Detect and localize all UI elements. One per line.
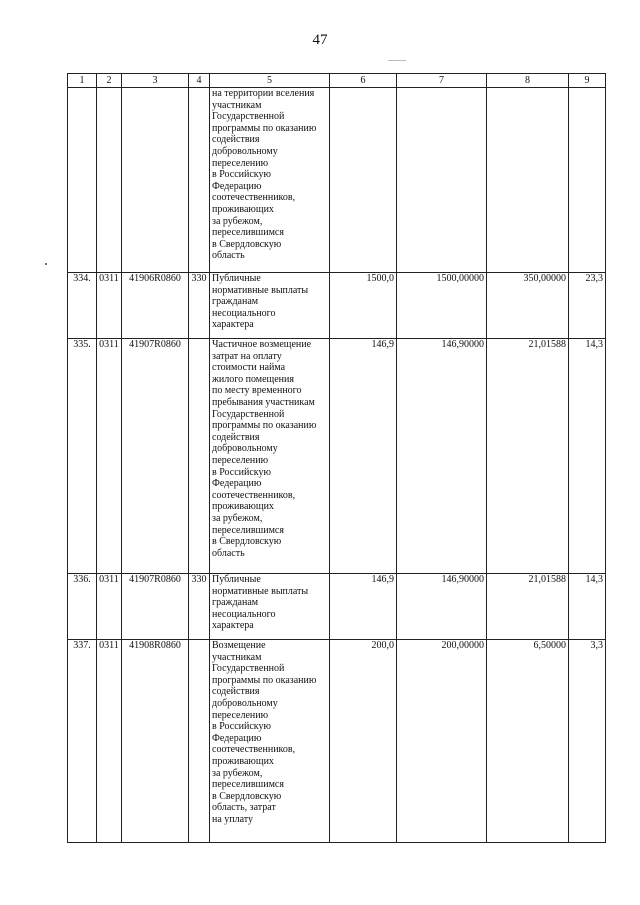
- header-cell: 6: [330, 74, 397, 88]
- header-cell: 8: [487, 74, 569, 88]
- value-col6: 146,9: [330, 339, 397, 574]
- expense-type: 330: [189, 273, 210, 339]
- target-code: 41906R0860: [122, 273, 189, 339]
- section-code: 0311: [97, 574, 122, 640]
- header-cell: 7: [397, 74, 487, 88]
- page-number: 47: [312, 32, 328, 48]
- row-number: 334.: [68, 273, 97, 339]
- section-code: [97, 88, 122, 273]
- value-col9: 3,3: [569, 640, 606, 843]
- target-code: 41907R0860: [122, 574, 189, 640]
- value-col7: [397, 88, 487, 273]
- value-col9: [569, 88, 606, 273]
- value-col8: 21,01588: [487, 339, 569, 574]
- row-number: 335.: [68, 339, 97, 574]
- header-cell: 4: [189, 74, 210, 88]
- header-cell: 3: [122, 74, 189, 88]
- section-code: 0311: [97, 273, 122, 339]
- table-row: [68, 640, 606, 843]
- value-col6: [330, 88, 397, 273]
- description: на территории вселения участникам Государственной программы по оказанию содействия добровольному переселению в Российскую Федерацию соотечественников, проживающих за рубежом, переселившимся в Свердловскую область: [210, 88, 330, 273]
- value-col8: 6,50000: [487, 640, 569, 843]
- value-col7: 146,90000: [397, 339, 487, 574]
- value-col7: 146,90000: [397, 574, 487, 640]
- table-row: [68, 574, 606, 640]
- value-col9: 14,3: [569, 574, 606, 640]
- table-row: [68, 273, 606, 339]
- description: Публичные нормативные выплаты гражданам несоциального характера: [210, 273, 330, 339]
- target-code: [122, 88, 189, 273]
- expense-type: [189, 88, 210, 273]
- row-number: 337.: [68, 640, 97, 843]
- expense-type: [189, 339, 210, 574]
- budget-table: [67, 73, 606, 843]
- header-row: [68, 74, 606, 88]
- scan-dot: [45, 263, 47, 265]
- value-col6: 1500,0: [330, 273, 397, 339]
- table-row: [68, 339, 606, 574]
- description: Возмещение участникам Государственной программы по оказанию содействия добровольному переселению в Российскую Федерацию соотечественников, проживающих за рубежом, переселившимся в Свердловскую область, затрат на уплату: [210, 640, 330, 843]
- value-col8: 350,00000: [487, 273, 569, 339]
- value-col6: 200,0: [330, 640, 397, 843]
- header-cell: 9: [569, 74, 606, 88]
- scan-artifact: [388, 60, 406, 61]
- value-col6: 146,9: [330, 574, 397, 640]
- row-number: 336.: [68, 574, 97, 640]
- header-cell: 5: [210, 74, 330, 88]
- value-col9: 14,3: [569, 339, 606, 574]
- value-col7: 1500,00000: [397, 273, 487, 339]
- header-cell: 2: [97, 74, 122, 88]
- header-cell: 1: [68, 74, 97, 88]
- table-row: [68, 88, 606, 273]
- section-code: 0311: [97, 640, 122, 843]
- expense-type: [189, 640, 210, 843]
- row-number: [68, 88, 97, 273]
- expense-type: 330: [189, 574, 210, 640]
- value-col8: 21,01588: [487, 574, 569, 640]
- value-col9: 23,3: [569, 273, 606, 339]
- value-col8: [487, 88, 569, 273]
- section-code: 0311: [97, 339, 122, 574]
- description: Частичное возмещение затрат на оплату стоимости найма жилого помещения по месту временного пребывания участникам Государственной программы по оказанию содействия добровольному переселению в Российскую Федерацию соотечественников, проживающих за рубежом, переселившимся в Свердловскую область: [210, 339, 330, 574]
- target-code: 41907R0860: [122, 339, 189, 574]
- target-code: 41908R0860: [122, 640, 189, 843]
- description: Публичные нормативные выплаты гражданам несоциального характера: [210, 574, 330, 640]
- value-col7: 200,00000: [397, 640, 487, 843]
